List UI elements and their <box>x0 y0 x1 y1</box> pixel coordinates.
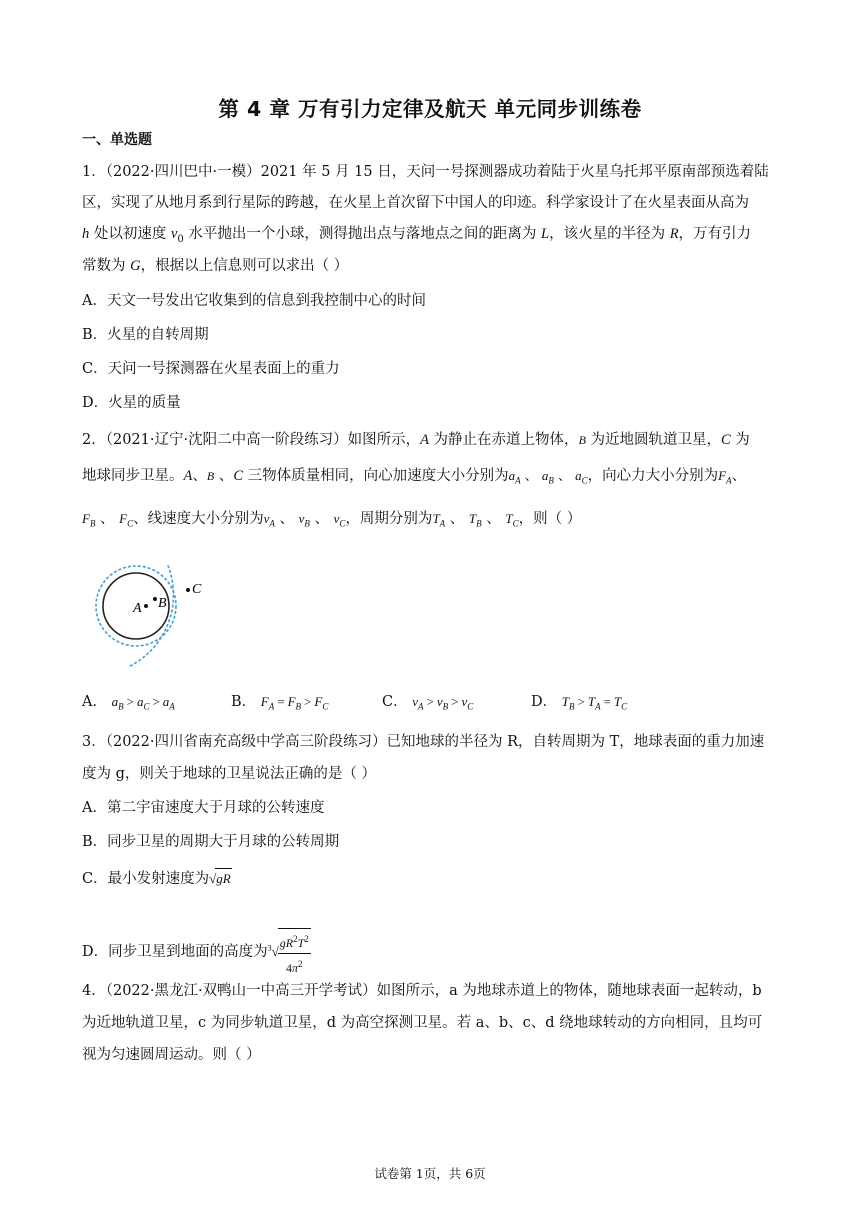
formula: $v_A > v_B > v_C$ <box>412 694 474 712</box>
cuberoot-formula: $^3$√ $\frac{gR^2T^2}{4\pi^2}$ <box>268 944 311 959</box>
accel-a-B: $a_B$ <box>541 468 554 486</box>
q1-option-a: A．天文一号发出它收集到的信息到我控制中心的时间 <box>82 293 426 309</box>
section-heading: 一、单选题 <box>82 132 152 148</box>
text: ，万有引力 <box>678 226 752 242</box>
q3-stem-line1: 3．（2022·四川省南充高级中学高三阶段练习）已知地球的半径为 R，自转周期为 T，地球表面的重力加速 <box>82 734 765 750</box>
q3-stem-line2: 度为 g，则关于地球的卫星说法正确的是（ ） <box>82 766 376 782</box>
text: 、线速度大小分别为 <box>133 511 264 527</box>
q4-stem-line3: 视为匀速圆周运动。则（ ） <box>82 1047 261 1063</box>
text: 为静止在赤道上物体， <box>428 432 579 448</box>
text: 水平抛出一个小球，测得抛出点与落地点之间的距离为 <box>183 226 541 242</box>
formula: $F_A = F_B > F_C$ <box>260 694 329 712</box>
page-footer: 试卷第 1页，共 6页 <box>374 1166 486 1181</box>
text: 常数为 <box>82 258 131 274</box>
label-B: B <box>158 596 167 611</box>
q1-stem-line4 <box>82 256 348 276</box>
label-C: C <box>192 582 202 597</box>
q2-stem-line2: 地球同步卫星。A、B 、C 三物体质量相同，向心加速度大小分别为$a_A$ 、 $a_B$ 、 $a_C$，向心力大小分别为$F_A$、 <box>82 468 747 486</box>
text: 2．（2021·辽宁·沈阳二中高一阶段练习）如图所示， <box>82 432 421 448</box>
text: 、 <box>214 468 234 484</box>
q1-stem-line1: 1．（2022·四川巴中·一模）2021 年 5 月 15 日，天问一号探测器成功着陆于火星乌托邦平原南部预选着陆 <box>82 164 769 180</box>
var-C: C <box>233 468 243 484</box>
q3-option-c <box>82 868 232 889</box>
text: 三物体质量相同，向心加速度大小分别为 <box>242 468 509 484</box>
force-F-B: $F_B$ <box>82 511 96 529</box>
velocity-v-A: $v_A$ <box>263 511 275 529</box>
q4-stem-line1: 4．（2022·黑龙江·双鸭山一中高三开学考试）如图所示，a 为地球赤道上的物体，随地球表面一起转动，b <box>82 983 762 999</box>
option-label: D． <box>531 694 558 710</box>
text: D．同步卫星到地面的高度为 <box>82 943 268 960</box>
var-L: L <box>541 226 550 242</box>
text: ，向心力大小分别为 <box>587 468 719 484</box>
text: 处以初速度 <box>89 226 171 242</box>
q2-option-b <box>231 692 328 717</box>
point-B <box>153 597 157 601</box>
text: 为 <box>730 432 750 448</box>
force-F-A: $F_A$ <box>718 468 732 486</box>
formula: $a_B > a_C > a_A$ <box>111 694 175 712</box>
subscript: 0 <box>177 233 184 245</box>
var-C: C <box>721 432 731 448</box>
q3-option-d <box>82 928 311 978</box>
accel-a-A: $a_A$ <box>508 468 521 486</box>
q2-stem-line1 <box>82 430 750 450</box>
sqrt-formula: √gR <box>209 871 232 886</box>
sep: 、 <box>553 469 576 484</box>
var-A: A <box>420 432 429 448</box>
formula: $T_B > T_A = T_C$ <box>561 694 628 712</box>
q1-option-b: B．火星的自转周期 <box>82 327 209 343</box>
option-label: C． <box>382 694 408 710</box>
label-A: A <box>133 601 142 616</box>
q2-option-a <box>82 692 175 717</box>
point-C <box>186 588 190 592</box>
var-v: v <box>170 226 178 242</box>
option-label: B． <box>231 694 257 710</box>
q2-option-d <box>531 692 627 717</box>
q4-stem-line2: 为近地轨道卫星，c 为同步轨道卫星，d 为高空探测卫星。若 a、b、c、d 绕地球转动的方向相同，且均可 <box>82 1015 763 1031</box>
q1-stem-line3 <box>82 224 751 250</box>
force-F-C: $F_C$ <box>119 511 134 529</box>
q2-option-c <box>382 692 473 717</box>
var-G: G <box>130 258 141 274</box>
period-T-B: $T_B$ <box>468 511 482 529</box>
q3-option-b: B．同步卫星的周期大于月球的公转周期 <box>82 834 340 850</box>
text: ，根据以上信息则可以求出（ ） <box>140 258 349 274</box>
text: 、 <box>192 468 207 484</box>
var-h: h <box>82 226 90 242</box>
period-T-C: $T_C$ <box>505 511 519 529</box>
q1-option-d: D．火星的质量 <box>82 395 181 411</box>
text: ，该火星的半径为 <box>549 226 670 242</box>
orbit-diagram <box>84 564 214 676</box>
q2-stem-line3: $F_B$ 、 $F_C$、线速度大小分别为$v_A$ 、 $v_B$ 、 $v_C$，周期分别为$T_A$ 、 $T_B$ 、 $T_C$，则（ ） <box>82 511 582 529</box>
velocity-v-B: $v_B$ <box>298 511 310 529</box>
text: 地球同步卫星。 <box>82 468 184 484</box>
var-R: R <box>669 226 679 242</box>
accel-a-C: $a_C$ <box>575 468 588 486</box>
var-B: B <box>578 433 586 447</box>
option-label: A． <box>82 694 107 710</box>
sep: 、 <box>520 469 542 484</box>
period-T-A: $T_A$ <box>432 511 446 529</box>
var-B: B <box>206 469 215 483</box>
text: 为近地圆轨道卫星， <box>585 432 722 448</box>
var-A: A <box>183 468 193 484</box>
q3-option-a: A．第二宇宙速度大于月球的公转速度 <box>82 800 325 816</box>
q1-stem-line2: 区，实现了从地月系到行星际的跨越，在火星上首次留下中国人的印迹。科学家设计了在火星表面从高为 <box>82 195 749 211</box>
point-A <box>144 604 148 608</box>
q1-option-c: C．天问一号探测器在火星表面上的重力 <box>82 361 340 377</box>
velocity-v-C: $v_C$ <box>333 511 346 529</box>
text: ，周期分别为 <box>345 511 433 527</box>
text: ，则（ ） <box>518 511 582 527</box>
page-title: 第 4 章 万有引力定律及航天 单元同步训练卷 <box>218 97 642 121</box>
text: C．最小发射速度为 <box>82 871 210 887</box>
